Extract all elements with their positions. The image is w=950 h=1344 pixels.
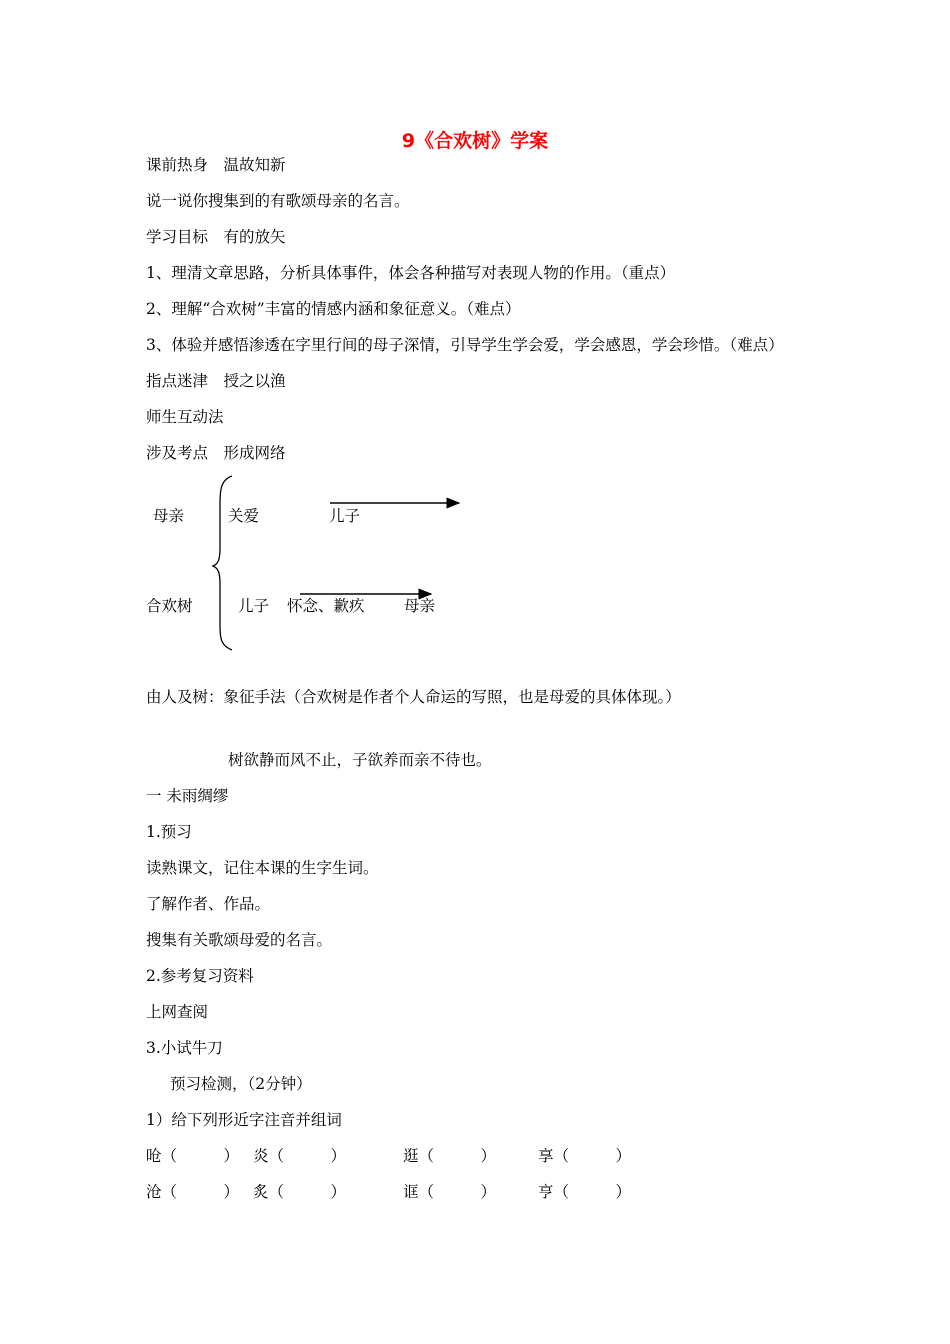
preview-heading: 1.预习 [146, 823, 192, 841]
diagram-mother: 母亲 [153, 507, 185, 525]
curly-brace [213, 476, 232, 650]
char-item: 炙（ ） [253, 1183, 347, 1201]
char-item: 亨（ ） [538, 1183, 632, 1201]
part1-heading: 一 未雨绸缪 [146, 787, 229, 805]
goals-heading: 学习目标 有的放矢 [146, 228, 286, 246]
guide-text: 师生互动法 [146, 408, 224, 426]
question-1: 1）给下列形近字注音并组词 [146, 1111, 342, 1129]
char-item: 呛（ ） [146, 1147, 240, 1165]
char-item: 诓（ ） [403, 1183, 497, 1201]
char-item: 逛（ ） [403, 1147, 497, 1165]
symbol-text: 由人及树：象征手法（合欢树是作者个人命运的写照，也是母爱的具体体现。） [146, 688, 681, 706]
char-item: 炎（ ） [253, 1147, 347, 1165]
ref-heading: 2.参考复习资料 [146, 967, 254, 985]
goal-1: 1、理清文章思路，分析具体事件，体会各种描写对表现人物的作用。（重点） [146, 264, 676, 282]
warmup-heading: 课前热身 温故知新 [146, 156, 286, 174]
page-title: 9《合欢树》学案 [401, 130, 549, 152]
try-heading: 3.小试牛刀 [146, 1039, 223, 1057]
warmup-text: 说一说你搜集到的有歌颂母亲的名言。 [146, 192, 410, 210]
char-item: 沧（ ） [146, 1183, 240, 1201]
quote: 树欲静而风不止，子欲养而亲不待也。 [228, 751, 492, 769]
goal-3: 3、体验并感悟渗透在字里行间的母子深情，引导学生学会爱，学会感恩，学会珍惜。（难点） [146, 336, 784, 354]
ref-text: 上网查阅 [146, 1003, 209, 1021]
preview-item-3: 搜集有关歌颂母爱的名言。 [146, 931, 333, 949]
diagram-son-bottom: 儿子 [238, 597, 270, 615]
char-item: 享（ ） [538, 1147, 632, 1165]
check-text: 预习检测，（2分钟） [170, 1075, 312, 1093]
preview-item-1: 读熟课文，记住本课的生字生词。 [146, 859, 379, 877]
diagram-tree: 合欢树 [146, 597, 193, 615]
goal-2: 2、理解“合欢树”丰富的情感内涵和象征意义。（难点） [146, 300, 521, 318]
diagram-mother-bottom: 母亲 [404, 597, 436, 615]
guide-heading: 指点迷津 授之以渔 [146, 372, 286, 390]
diagram-care: 关爱 [228, 507, 260, 525]
diagram-son-top: 儿子 [329, 507, 361, 525]
diagram-feeling: 怀念、歉疚 [287, 597, 365, 615]
preview-item-2: 了解作者、作品。 [146, 895, 271, 913]
exam-heading: 涉及考点 形成网络 [146, 444, 286, 462]
